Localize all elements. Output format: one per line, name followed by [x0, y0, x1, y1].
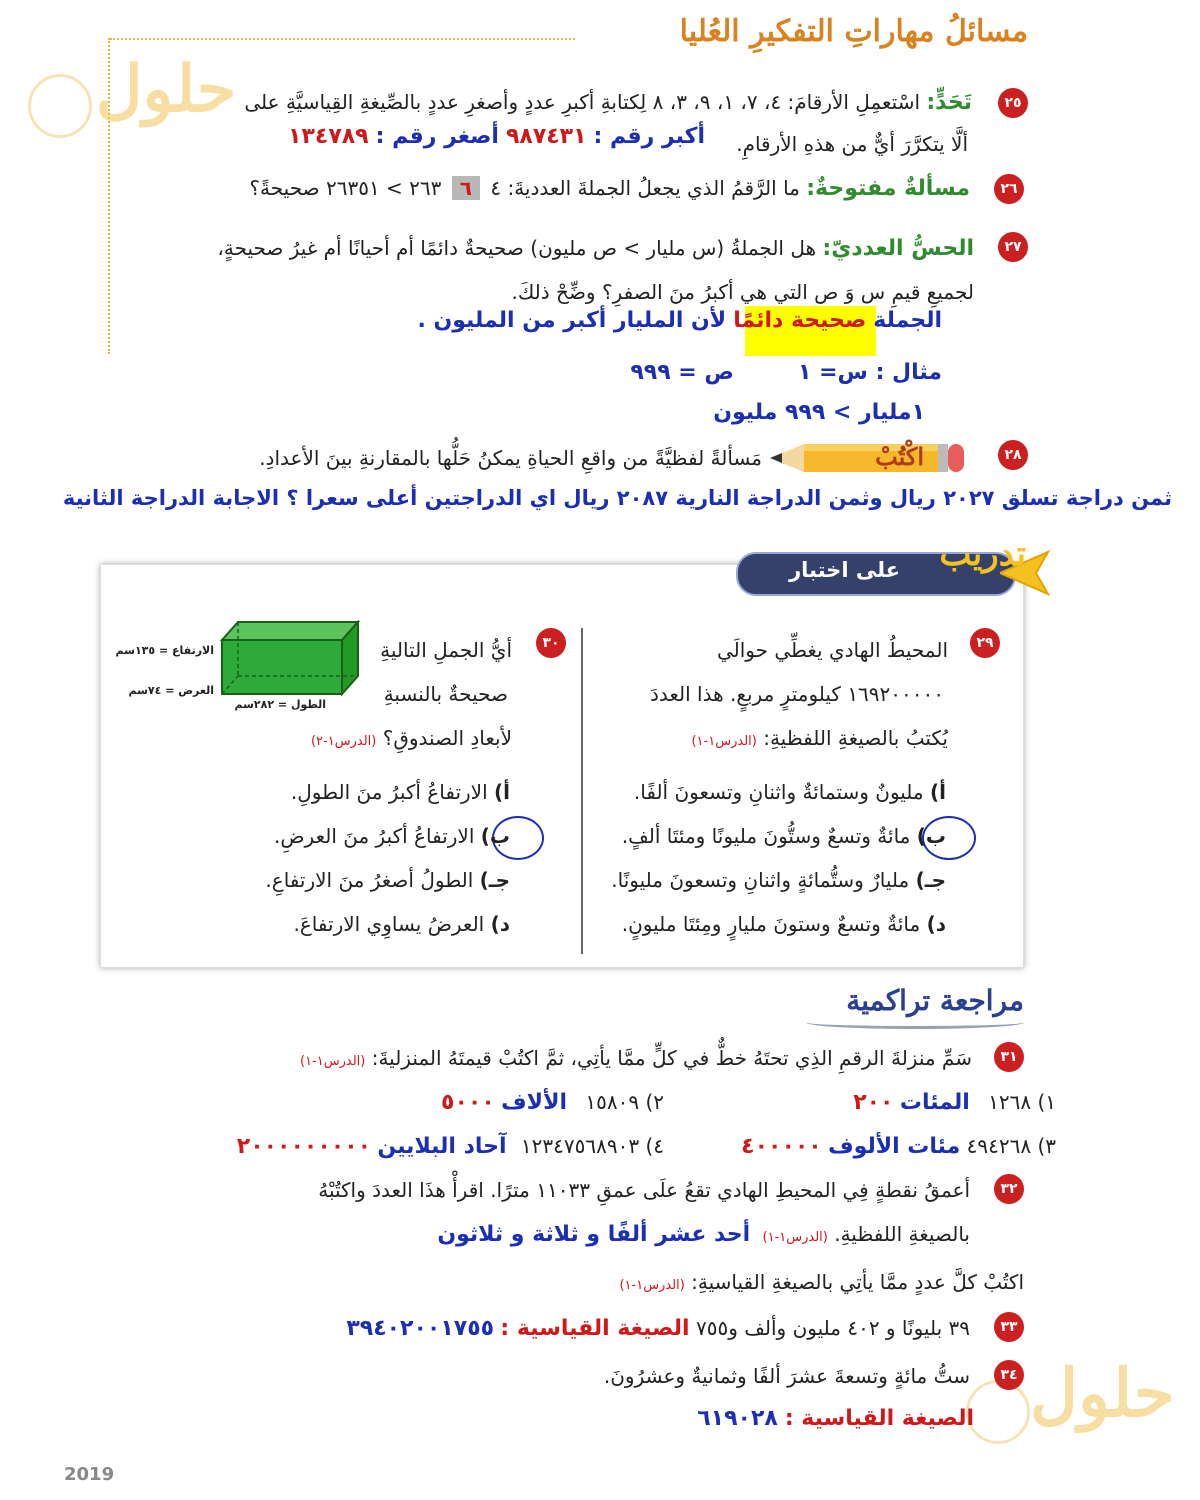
q29-lesson-ref: (الدرس١-١): [691, 734, 757, 749]
option-text: العرضُ يساوِي الارتفاعَ.: [293, 912, 485, 936]
option-letter: د): [926, 912, 946, 936]
option-letter: د): [490, 912, 510, 936]
box-height-label: الارتفاع = ١٣٥سم: [115, 644, 214, 657]
question-number-31: ٣١: [994, 1042, 1024, 1072]
q25-smallest-value: ١٣٤٧٨٩: [288, 124, 369, 149]
watermark-text: حلول: [96, 52, 237, 127]
q31-text: سَمِّ منزلةَ الرقمِ الذِي تحتَهُ خطٌّ في كلٍّ ممَّا يأتِي، ثمَّ اكتُبْ قيمتَهُ المنزليةَ:: [371, 1046, 972, 1070]
q28-label: اكْتُبْ: [875, 442, 924, 471]
q29-option-d[interactable]: [622, 912, 946, 936]
q29-option-a[interactable]: [634, 780, 946, 804]
q34-answer-line: [697, 1406, 974, 1431]
q30-line2: صحيحةٌ بالنسبةِ: [383, 682, 508, 706]
item-value: ٥٠٠٠: [441, 1090, 495, 1115]
q31-item-1: [853, 1090, 1056, 1115]
q27-line2: لجميعِ قيمِ س وَ ص التي هي أكبرُ منَ الصفرِ؟ وضِّحْ ذلكَ.: [511, 280, 974, 304]
q30-option-c[interactable]: [265, 868, 510, 892]
q29-option-b[interactable]: [622, 824, 946, 848]
item-number: ٤٩٤٢٦٨: [966, 1134, 1032, 1158]
item-index: ٢): [645, 1090, 664, 1114]
q34-text: ستُّ مائةٍ وتسعةَ عشرَ ألفًا وثمانيةٌ وعشرُونَ.: [603, 1364, 970, 1388]
option-letter: جـ): [479, 868, 510, 892]
instruction-text: اكتُبْ كلَّ عددٍ ممَّا يأتِي بالصيغةِ القياسيةِ:: [691, 1270, 1024, 1294]
q25-answer: [288, 124, 705, 149]
q27-example-y: ص = ٩٩٩: [630, 360, 734, 385]
q32-line1: أعمقُ نقطةٍ فِي المحيطِ الهادي تقعُ علَى عمقِ ١١٠٣٣ مترًا. اقرأْ هذَا العددَ واكتُبْهُ: [318, 1178, 970, 1202]
q29-line3-text: يُكتبُ بالصيغةِ اللفظيةِ:: [763, 726, 948, 750]
question-number-25: ٢٥: [998, 88, 1028, 118]
box-length-label: الطول = ٢٨٢سم: [234, 698, 326, 711]
q27-answer-part1: الجملة: [873, 308, 942, 333]
item-index: ٤): [645, 1134, 664, 1158]
q26-text-before: ما الرَّقمُ الذي يجعلُ الجملةَ العدديةَ: ٤: [490, 176, 800, 200]
q25-text: اسْتعمِلِ الأرقامَ: ٤، ٧، ١، ٩، ٣، ٨ لِكتابةِ أكبرِ عددٍ وأصغرِ عددٍ بالصِّيغةِ القِياسيَّةِ على: [244, 90, 921, 114]
q25-line1: [244, 90, 972, 115]
item-number: ١٢٣٤٧٥٦٨٩٠٣: [520, 1134, 640, 1158]
q26-line: [249, 176, 970, 201]
q33-answer-label: الصيغة القياسية :: [500, 1316, 690, 1341]
q31-prompt: [300, 1046, 972, 1070]
q26-answer-box: ٦: [452, 176, 480, 200]
q27-answer-part2: لأن المليار أكبر من المليون .: [417, 308, 727, 333]
item-place: مئات الألوف: [828, 1134, 961, 1159]
review-instruction: [619, 1270, 1024, 1294]
page-title: مسائلُ مهاراتِ التفكيرِ العُليا: [679, 14, 1028, 49]
item-number: ١٥٨٠٩: [585, 1090, 640, 1114]
question-number-30: ٣٠: [536, 628, 566, 658]
q25-biggest-value: ٩٨٧٤٣١: [505, 124, 587, 149]
q27-line1: [217, 236, 974, 261]
q32-answer: أحد عشر ألفًا و ثلاثة و ثلاثون: [437, 1222, 751, 1247]
question-number-27: ٢٧: [998, 232, 1028, 262]
page-number: 2019: [64, 1464, 115, 1485]
q29-option-c[interactable]: [611, 868, 946, 892]
question-number-29: ٢٩: [970, 628, 1000, 658]
q33-text: ٣٩ بليونًا و ٤٠٢ مليون وألف و٧٥٥: [695, 1316, 970, 1340]
option-letter: أ): [494, 780, 510, 804]
option-text: الارتفاعُ أكبرُ منَ الطولِ.: [290, 780, 488, 804]
q25-biggest-label: أكبر رقم :: [593, 124, 705, 149]
banner-text: على اختبار: [789, 558, 900, 582]
q28-text: مَسألةً لفظيَّةً من واقعِ الحياةِ يمكنُ حَلُّها بالمقارنةِ بينَ الأعدادِ.: [259, 446, 762, 470]
q32-lesson-ref: (الدرس١-١): [762, 1230, 828, 1245]
q25-label: تَحَدٍّ:: [926, 90, 972, 115]
item-place: المئات: [899, 1090, 970, 1115]
option-text: مائةٌ وتسعٌ وستونَ مليارٍ ومِئتَا مليونٍ.: [621, 912, 921, 936]
question-number-28: ٢٨: [998, 440, 1028, 470]
banner-script-text: تدريب: [939, 534, 1026, 574]
review-title-underline: [806, 1016, 1024, 1029]
q29-line3: [691, 726, 948, 750]
item-place: الألاف: [501, 1090, 567, 1115]
box-width-label: العرض = ٧٤سم: [128, 684, 214, 697]
item-index: ٣): [1037, 1134, 1056, 1158]
option-letter: ب): [480, 824, 510, 848]
review-title: مراجعة تراكمية: [846, 984, 1024, 1017]
item-value: ٢٠٠٠٠٠٠٠٠٠: [236, 1134, 372, 1159]
q26-label: مسألةٌ مفتوحةٌ:: [806, 176, 970, 201]
q32-line2-text: بالصيغةِ اللفظيةِ.: [834, 1222, 970, 1246]
watermark-text: حلول: [1030, 1354, 1175, 1432]
q25-smallest-label: أصغر رقم :: [375, 124, 499, 149]
q30-option-a[interactable]: [291, 780, 510, 804]
q27-example-label: مثال : س= ١: [798, 360, 942, 385]
q29-line1: المحيطُ الهادي يغطِّي حوالَي: [716, 638, 948, 662]
q31-item-3: [741, 1134, 1056, 1159]
question-number-34: ٣٤: [994, 1360, 1024, 1390]
pencil-icon: [770, 440, 966, 476]
box-diagram: [218, 620, 362, 700]
option-text: مليارٌ وستُّمائةٍ واثنانِ وتسعونَ مليونًا.: [611, 868, 910, 892]
watermark-logo-icon: [966, 1380, 1030, 1444]
q34-answer-label: الصيغة القياسية :: [784, 1406, 974, 1431]
q31-item-2: [441, 1090, 664, 1115]
q27-text: هل الجملةُ (س مليار > ص مليون) صحيحةٌ دائمًا أم أحيانًا أم غيرُ صحيحةٍ،: [217, 236, 817, 260]
question-number-33: ٣٣: [994, 1312, 1024, 1342]
instruction-lesson-ref: (الدرس١-١): [619, 1278, 685, 1293]
item-value: ٢٠٠: [853, 1090, 894, 1115]
item-place: آحاد البلايين: [377, 1134, 507, 1159]
q25-line2: ألَّا يتكرَّرَ أيٌّ من هذهِ الأرقامِ.: [736, 132, 968, 156]
option-text: الارتفاعُ أكبرُ منَ العرضِ.: [274, 824, 475, 848]
q30-line3-text: لأبعادِ الصندوقِ؟: [382, 726, 512, 750]
q30-lesson-ref: (الدرس١-٢): [310, 734, 377, 749]
item-value: ٤٠٠٠٠٠: [741, 1134, 822, 1159]
header-dotted-rule: [110, 38, 575, 40]
question-number-26: ٢٦: [994, 174, 1024, 204]
option-letter: أ): [930, 780, 946, 804]
q30-option-b[interactable]: [274, 824, 510, 848]
q34-answer: ٦١٩٠٢٨: [697, 1406, 778, 1431]
watermark-logo-icon: [28, 74, 92, 138]
q30-line3: [311, 726, 512, 750]
question-number-32: ٣٢: [994, 1174, 1024, 1204]
q31-item-4: [237, 1134, 664, 1159]
q32-line2: [437, 1222, 970, 1247]
column-divider: [581, 628, 583, 954]
item-index: ١): [1037, 1090, 1056, 1114]
q33-answer: ٣٩٤٠٢٠٠١٧٥٥: [346, 1316, 495, 1341]
item-number: ١٢٦٨: [988, 1090, 1032, 1114]
q27-answer: [417, 308, 942, 333]
option-text: مليونٌ وستمائةٌ واثنانِ وتسعونَ ألفًا.: [633, 780, 924, 804]
option-letter: جـ): [915, 868, 946, 892]
q27-label: الحسُّ العدديّ:: [822, 236, 974, 261]
q30-line1: أيُّ الجملِ التاليةِ: [380, 638, 512, 662]
option-letter: ب): [916, 824, 946, 848]
q31-lesson-ref: (الدرس١-١): [299, 1054, 366, 1069]
q27-example-result: ١مليار > ٩٩٩ مليون: [713, 400, 925, 425]
option-text: الطولُ أصغرُ منَ الارتفاعِ.: [265, 868, 474, 892]
q26-text-after: ٢٦٣ > ٢٦٣٥١ صحيحةً؟: [249, 176, 442, 200]
q30-option-d[interactable]: [294, 912, 511, 936]
option-text: مائةٌ وتسعٌ وستُّونَ مليونًا ومئتَا ألفٍ.: [621, 824, 911, 848]
q29-line2: ١٦٩٢٠٠٠٠٠ كيلومترٍ مربعٍ. هذا العددَ: [649, 682, 944, 706]
q27-answer-highlight: صحيحة دائمًا: [733, 308, 867, 333]
q33-line: [346, 1316, 970, 1341]
q28-answer: ثمن دراجة تسلق ٢٠٢٧ ريال وثمن الدراجة النارية ٢٠٨٧ ريال اي الدراجتين أعلى سعرا ؟ الاجابة الدراجة الثانية: [62, 486, 1172, 510]
